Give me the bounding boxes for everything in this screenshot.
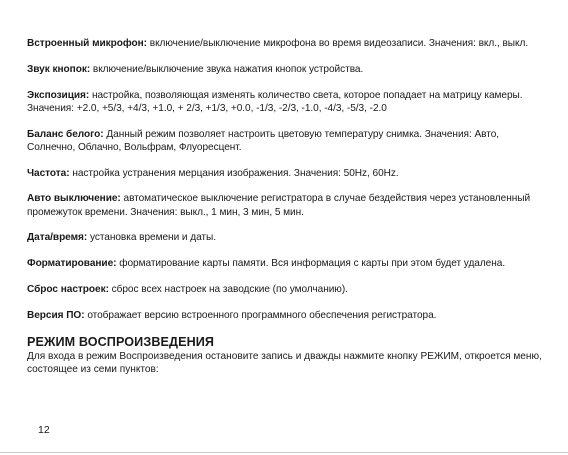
setting-term: Баланс белого:	[27, 128, 104, 140]
setting-white-balance	[27, 128, 547, 154]
setting-description: включение/выключение звука нажатия кнопок устройства.	[90, 63, 364, 75]
setting-term: Форматирование:	[27, 258, 117, 270]
setting-description: сброс всех настроек на заводские (по умолчанию).	[108, 283, 348, 295]
setting-description: Данный режим позволяет настроить цветовую температуру снимка. Значения: Авто, Солнечно, Облачно, Вольфрам, Флуоресцент.	[27, 128, 500, 153]
setting-firmware-version	[27, 309, 547, 322]
setting-description: форматирование карты памяти. Вся информация с карты при этом будет удалена.	[116, 258, 506, 270]
setting-description: настройка, позволяющая изменять количество света, которое попадает на матрицу камеры. Значения: +2.0, +5/3, +4/3, +1.0, + 2/3, +1/3, +0.0, -1/3, -2/3, -1.0, -4/3, -5/3, -2.0	[27, 89, 523, 114]
setting-reset	[27, 283, 547, 296]
setting-description: установка времени и даты.	[87, 232, 216, 244]
setting-term: Дата/время:	[27, 232, 88, 244]
playback-instructions: Для входа в режим Воспроизведения остановите запись и дважды нажмите кнопку РЕЖИМ, откроется меню, состоящее из семи пунктов:	[27, 350, 542, 375]
setting-term: Сброс настроек:	[27, 283, 109, 295]
section-heading-playback: РЕЖИМ ВОСПРОИЗВЕДЕНИЯ	[27, 334, 215, 349]
setting-auto-off	[27, 192, 547, 218]
page-bottom-rule	[0, 452, 568, 453]
setting-description: включение/выключение микрофона во время видеозаписи. Значения: вкл., выкл.	[147, 38, 529, 49]
setting-description: настройка устранения мерцания изображения. Значения: 50Hz, 60Hz.	[69, 167, 399, 179]
setting-button-sound	[27, 63, 547, 76]
setting-term: Встроенный микрофон:	[27, 38, 147, 49]
setting-term: Авто выключение:	[27, 193, 121, 205]
setting-frequency	[27, 167, 547, 180]
page-content	[27, 37, 547, 376]
setting-date-time	[27, 231, 547, 244]
setting-term: Версия ПО:	[27, 309, 85, 321]
setting-microphone	[27, 37, 547, 50]
setting-term: Звук кнопок:	[27, 63, 91, 75]
setting-description: отображает версию встроенного программного обеспечения регистратора.	[84, 309, 437, 321]
setting-exposure	[27, 89, 547, 115]
setting-format	[27, 257, 547, 270]
setting-term: Экспозиция:	[27, 89, 90, 101]
page-number: 12	[38, 424, 50, 436]
setting-term: Частота:	[27, 167, 70, 179]
setting-description: автоматическое выключение регистратора в случае бездействия через установленный промежуток времени. Значения: выкл., 1 мин, 3 мин, 5 мин.	[27, 193, 531, 218]
